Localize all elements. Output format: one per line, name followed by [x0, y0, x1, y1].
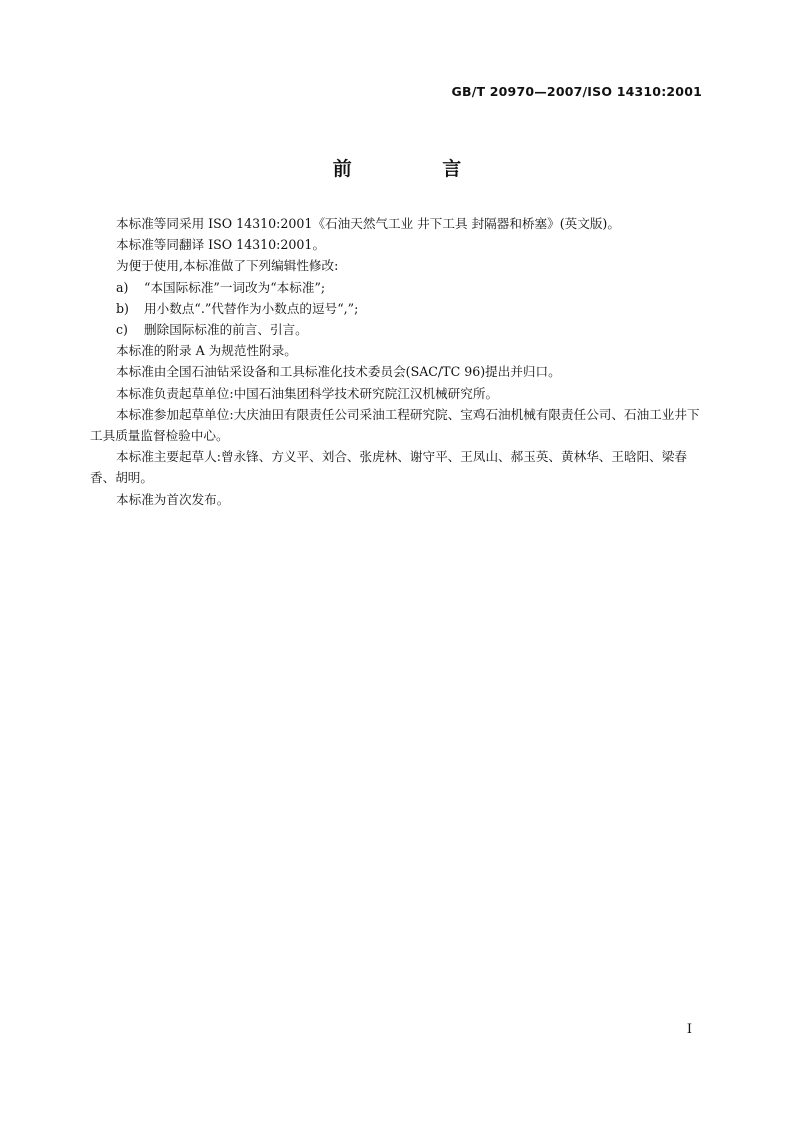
page-number: I	[686, 1022, 692, 1037]
paragraph: 为便于使用,本标准做了下列编辑性修改:	[116, 258, 339, 274]
list-item-label: b)	[116, 300, 129, 316]
paragraph: 本标准负责起草单位:中国石油集团科学技术研究院江汉机械研究所。	[116, 385, 499, 401]
list-item	[90, 319, 704, 340]
page-title: 前 言	[332, 158, 504, 180]
paragraph: 本标准为首次发布。	[116, 491, 230, 507]
paragraph: 本标准主要起草人:曾永锋、方义平、刘合、张虎林、谢守平、王凤山、郝玉英、黄林华、王晗阳、梁春香、胡明。	[90, 449, 687, 486]
paragraph: 本标准参加起草单位:大庆油田有限责任公司采油工程研究院、宝鸡石油机械有限责任公司、石油工业井下工具质量监督检验中心。	[90, 406, 700, 444]
list-item	[90, 277, 704, 298]
list-item-text: 用小数点“.”代替作为小数点的逗号“,”;	[144, 300, 359, 316]
list-item-text: “本国际标准”一词改为“本标准”;	[144, 279, 326, 295]
foreword-body	[90, 213, 704, 510]
paragraph: 本标准等同采用 ISO 14310:2001《石油天然气工业 井下工具 封隔器和桥塞》(英文版)。	[116, 216, 620, 231]
list-item-text: 删除国际标准的前言、引言。	[144, 322, 308, 338]
paragraph: 本标准等同翻译 ISO 14310:2001。	[116, 237, 326, 253]
paragraph: 本标准的附录 A 为规范性附录。	[116, 343, 297, 359]
list-item-label: a)	[116, 279, 129, 295]
standard-number-header: GB/T 20970—2007/ISO 14310:2001	[451, 84, 702, 99]
paragraph: 本标准由全国石油钻采设备和工具标准化技术委员会(SAC/TC 96)提出并归口。	[116, 364, 561, 380]
list-item	[90, 298, 704, 319]
list-item-label: c)	[116, 322, 128, 338]
